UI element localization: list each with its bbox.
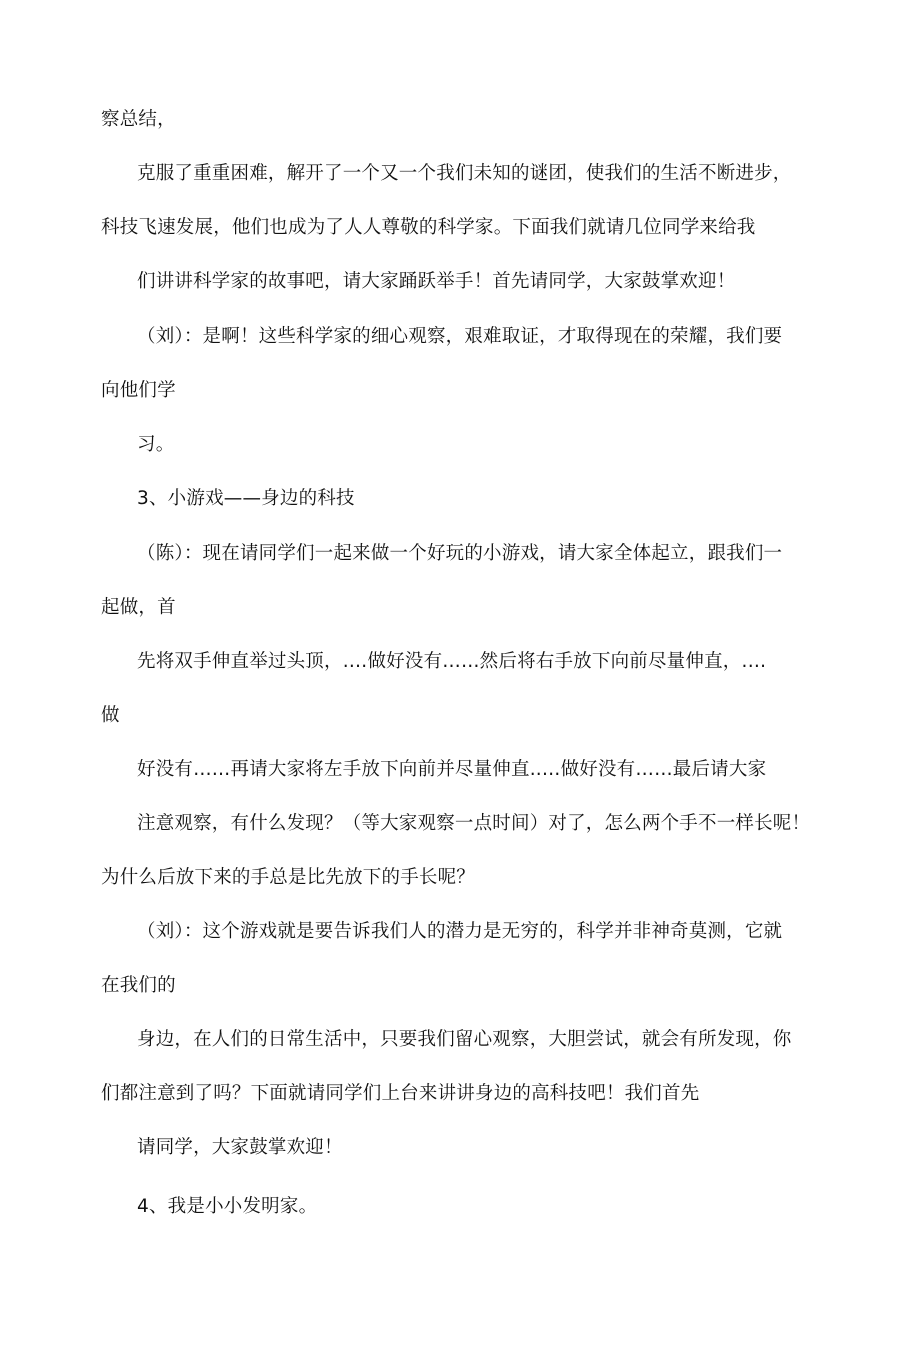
text-line: （刘）：是啊！这些科学家的细心观察，艰难取证，才取得现在的荣耀，我们要 bbox=[137, 326, 783, 347]
text-line: 做 bbox=[101, 705, 120, 726]
text-line: 起做，首 bbox=[101, 597, 176, 618]
text-line: （刘）：这个游戏就是要告诉我们人的潜力是无穷的，科学并非神奇莫测，它就 bbox=[137, 921, 783, 942]
text-line: 察总结， bbox=[101, 109, 176, 130]
text-line: 习。 bbox=[137, 434, 175, 455]
text-line: 注意观察，有什么发现？（等大家观察一点时间）对了，怎么两个手不一样长呢！ bbox=[137, 813, 811, 834]
text-line: 们都注意到了吗？下面就请同学们上台来讲讲身边的高科技吧！我们首先 bbox=[101, 1083, 700, 1104]
section-heading: 3、小游戏——身边的科技 bbox=[137, 488, 355, 509]
text-line: 请同学，大家鼓掌欢迎！ bbox=[137, 1137, 343, 1158]
text-line: 向他们学 bbox=[101, 380, 176, 401]
text-line: 为什么后放下来的手总是比先放下的手长呢？ bbox=[101, 867, 476, 888]
section-heading: 4、我是小小发明家。 bbox=[137, 1196, 318, 1217]
text-line: 科技飞速发展，他们也成为了人人尊敬的科学家。下面我们就请几位同学来给我 bbox=[101, 217, 756, 238]
text-line: 在我们的 bbox=[101, 975, 176, 996]
text-line: 们讲讲科学家的故事吧，请大家踊跃举手！首先请同学，大家鼓掌欢迎！ bbox=[137, 271, 736, 292]
text-line: 身边，在人们的日常生活中，只要我们留心观察，大胆尝试，就会有所发现，你 bbox=[137, 1029, 792, 1050]
text-line: 先将双手伸直举过头顶，.…做好没有……然后将右手放下向前尽量伸直，.… bbox=[137, 651, 767, 672]
text-line: 好没有……再请大家将左手放下向前并尽量伸直..…做好没有……最后请大家 bbox=[137, 759, 767, 780]
text-line: 克服了重重困难，解开了一个又一个我们未知的谜团，使我们的生活不断进步， bbox=[137, 163, 792, 184]
text-line: （陈）：现在请同学们一起来做一个好玩的小游戏，请大家全体起立，跟我们一 bbox=[137, 543, 783, 564]
